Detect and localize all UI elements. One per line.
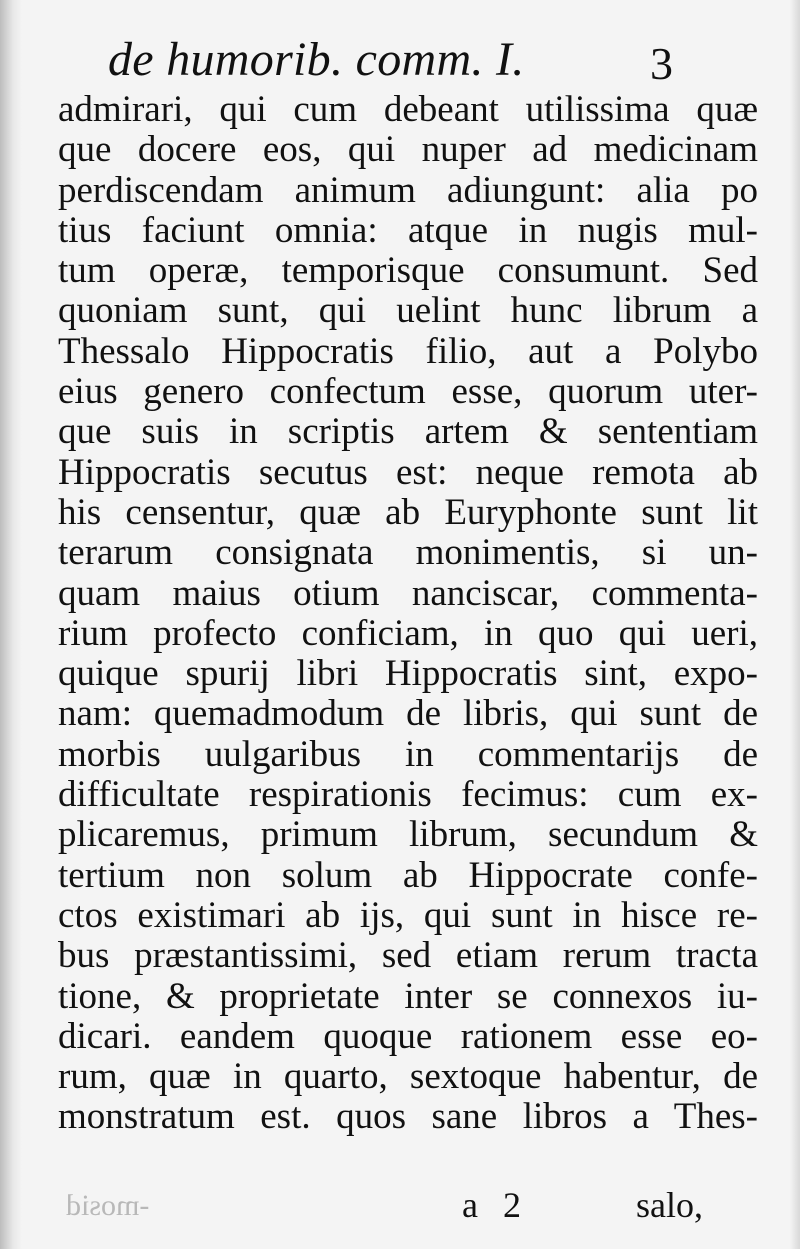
text-line: Thessalo Hippocratis filio, aut a Polybo xyxy=(58,330,758,372)
page-number: 3 xyxy=(650,38,673,89)
text-line: difficultate respirationis fecimus: cum ex- xyxy=(58,774,758,816)
text-line: quique spurij libri Hippocratis sint, expo- xyxy=(58,653,758,695)
signature-mark: a 2 xyxy=(462,1185,521,1225)
text-line: tione, & proprietate inter se connexos iu- xyxy=(58,975,758,1017)
catchword: salo, xyxy=(636,1185,703,1225)
page-footer xyxy=(0,1182,800,1232)
running-title: de humorib. comm. I. xyxy=(108,33,525,86)
text-line: tius faciunt omnia: atque in nugis mul- xyxy=(58,209,758,251)
text-line: tum operæ, temporisque consumunt. Sed xyxy=(58,250,758,292)
body-text xyxy=(58,90,758,1138)
text-line: monstratum est. quos sane libros a Thes- xyxy=(58,1096,758,1138)
text-line: que suis in scriptis artem & sententiam xyxy=(58,411,758,453)
text-line: que docere eos, qui nuper ad medicinam xyxy=(58,129,758,171)
text-line: perdiscendam animum adiungunt: alia po xyxy=(58,169,758,211)
text-line: rum, quæ in quarto, sextoque habentur, de xyxy=(58,1056,758,1098)
page-gutter-shadow xyxy=(0,0,22,1249)
text-line: bus præstantissimi, sed etiam rerum tracta xyxy=(58,935,758,977)
page-header xyxy=(0,30,800,90)
text-line: dicari. eandem quoque rationem esse eo- xyxy=(58,1015,758,1057)
text-line: ctos existimari ab ijs, qui sunt in hisce re- xyxy=(58,894,758,936)
text-line: eius genero confectum esse, quorum uter- xyxy=(58,371,758,413)
text-line: quam maius otium nanciscar, commenta- xyxy=(58,572,758,614)
page-edge-shadow xyxy=(790,0,800,1249)
text-line: admirari, qui cum debeant utilissima quæ xyxy=(58,89,758,130)
text-line: quoniam sunt, qui uelint hunc librum a xyxy=(58,290,758,332)
text-line: morbis uulgaribus in commentarijs de xyxy=(58,733,758,775)
text-line: tertium non solum ab Hippocrate confe- xyxy=(58,854,758,896)
show-through-text: -mosid xyxy=(66,1189,150,1222)
text-line: his censentur, quæ ab Euryphonte sunt lit xyxy=(58,491,758,533)
text-line: terarum consignata monimentis, si un- xyxy=(58,532,758,574)
text-line: rium profecto conficiam, in quo qui ueri, xyxy=(58,612,758,654)
text-line: plicaremus, primum librum, secundum & xyxy=(58,814,758,856)
text-line: nam: quemadmodum de libris, qui sunt de xyxy=(58,693,758,735)
text-line: Hippocratis secutus est: neque remota ab xyxy=(58,451,758,493)
